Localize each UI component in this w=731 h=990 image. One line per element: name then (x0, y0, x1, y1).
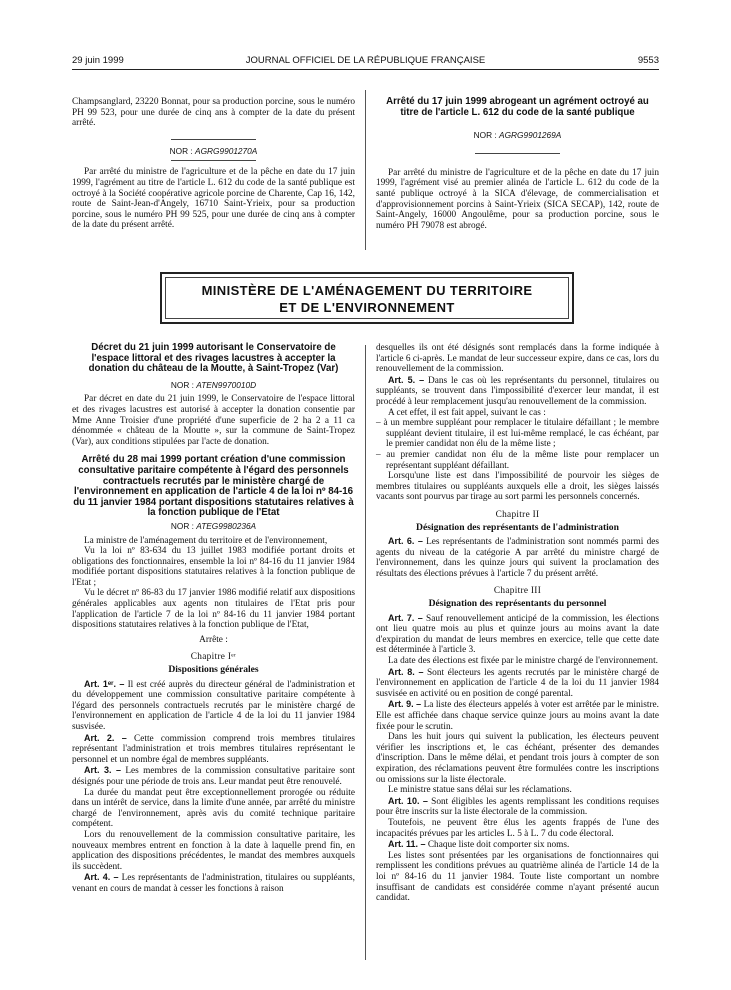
arrete-word: Arrête : (199, 634, 228, 645)
nor-code: ATEG9980236A (196, 520, 257, 531)
article (72, 872, 355, 894)
chapter-subtitle: Désignation des représentants du personnel (428, 598, 607, 610)
article-text: Les membres de la commission consultative paritaire sont désignés pour une période de trois ans. Leur mandat peut être renouvelé. (72, 766, 355, 787)
article-text: Cette commission comprend trois membres titulaires représentant l'administration et trois membres titulaires représentant le personnel et un nombre égal de membres suppléants. (72, 733, 355, 765)
article (72, 679, 355, 733)
nor-code: AGRG9901270A (195, 145, 258, 156)
chapter-heading: Chapitre Iᵉʳ (190, 652, 237, 663)
divider (475, 153, 560, 154)
article (376, 536, 659, 579)
article (376, 375, 659, 408)
article-label: Art. 1ᵉʳ. – (84, 678, 125, 689)
article-label: Art. 2. – (84, 732, 127, 743)
article (72, 765, 355, 787)
header-title: JOURNAL OFFICIEL DE LA RÉPUBLIQUE FRANÇAISE (245, 55, 486, 66)
decree-title: Décret du 21 juin 1999 autorisant le Conservatoire de l'espace littoral et des rivages lacustres à accepter la donation du château de la Moutte, à Saint-Tropez (Var) (88, 342, 339, 375)
nor-code: ATEN9970010D (196, 379, 257, 390)
article (72, 733, 355, 766)
arrete-title: Arrêté du 28 mai 1999 portant création d'une commission consultative paritaire compétente à l'égard des personnels contractuels recrutés par le ministère chargé de l'environnement en application de l'article 4 de la loi nº 84-16 du 11 janvier 1984 portant dispositions statutaires relatives à la fonction publique de l'Etat (73, 454, 354, 519)
article-label: Art. 4. – (84, 872, 119, 883)
article-label: Art. 8. – (388, 666, 424, 677)
ministry-line-1: MINISTÈRE DE L'AMÉNAGEMENT DU TERRITOIRE (201, 283, 533, 298)
chapter-heading: Chapitre III (493, 586, 542, 597)
article (376, 613, 659, 656)
nor-code: AGRG9901269A (499, 130, 562, 141)
paragraph: A cet effet, il est fait appel, suivant le cas : (388, 407, 546, 418)
article-text: La liste des électeurs appelés à voter est arrêtée par le ministre. Elle est affichée dans chaque service quinze jours au moins avant la date fixée pour le scrutin. (376, 700, 659, 732)
chapter-subtitle: Dispositions générales (168, 664, 259, 676)
paragraph: desquelles ils ont été désignés sont remplacés dans la forme indiquée à l'article 6 ci-après. Le mandat de leur successeur expire, dans ce cas, lors du renouvellement de la commission. (376, 343, 659, 375)
paragraph: La ministre de l'aménagement du territoire et de l'environnement, (84, 535, 328, 546)
article-text: Les représentants de l'administration sont nommés parmi des agents du niveau de la catégorie A par arrêté du ministre chargé de l'environnement, dans les quinze jours qui suivent la proclamation des résultats des élections prévues à l'article 7 du présent arrêté. (376, 537, 660, 579)
top-left-column (72, 97, 355, 231)
paragraph: Le ministre statue sans délai sur les réclamations. (388, 785, 572, 796)
nor-reference (72, 380, 355, 391)
article-text: Il est créé auprès du directeur général de l'administration et du développement une commission consultative paritaire compétente à l'égard des personnels contractuels recrutés par le ministère chargé de l'environnement en application de l'article 4 de la loi du 11 janvier 1984 susvisée. (72, 679, 356, 732)
paragraph: Par arrêté du ministre de l'agriculture et de la pêche en date du 17 juin 1999, l'agrément visé au premier alinéa de l'article L. 612 du code de la santé publique octroyé à la SICA d'élevage, de commercialisation et d'approvisionnement porcins à Saint-Yrieix (SICA SECAP), 142, route de Saint-Angely, 16000 Angoulême, pour sa production porcine, sous le numéro PH 79078 est abrogé. (376, 167, 659, 231)
paragraph: Dans les huit jours qui suivent la publication, les électeurs peuvent vérifier les inscriptions et, le cas échéant, présenter des demandes d'inscription. Dans le même délai, et pendant trois jours à compter de son expiration, des réclamations peuvent être formulées contre les inscriptions ou omissions sur la liste électorale. (376, 732, 659, 785)
ministry-line-2: ET DE L'ENVIRONNEMENT (279, 300, 455, 315)
article-text: Dans le cas où les représentants du personnel, titulaires ou suppléants, se trouvent dans l'impossibilité d'exercer leur mandat, il est procédé à leur remplacement jusqu'au renouvellement de la commission. (376, 375, 659, 407)
article-text: Sont éligibles les agents remplissant les conditions requises pour être inscrits sur la liste électorale de la commission. (376, 796, 659, 818)
nor-reference (72, 146, 355, 157)
article (376, 699, 659, 732)
article-text: Chaque liste doit comporter six noms. (427, 840, 570, 851)
paragraph: Vu la loi nº 83-634 du 13 juillet 1983 modifiée portant droits et obligations des fonctionnaires, ensemble la loi nº 84-16 du 11 janvier 1984 modifiée portant dispositions statutaires relatives à la fonction publique de l'Etat ; (72, 546, 355, 588)
paragraph: Toutefois, ne peuvent être élus les agents frappés de l'une des incapacités prévues par les articles L. 5 à L. 7 du code électoral. (376, 817, 659, 839)
article-label: Art. 11. – (388, 839, 426, 850)
paragraph: Les listes sont présentées par les organisations de fonctionnaires qui remplissent les conditions prévues au quatrième alinéa de l'article 14 de la loi nº 84-16 du 11 janvier 1984. Toute liste comportant un nombre insuffisant de candidats est considérée comme n'ayant présenté aucun candidat. (376, 850, 659, 904)
left-column (72, 343, 355, 895)
list-item: – au premier candidat non élu de la même liste pour remplacer un représentant suppléant défaillant. (376, 449, 659, 471)
paragraph: La durée du mandat peut être exceptionnellement prorogée ou réduite dans un intérêt de service, dans la limite d'une année, par arrêté du ministre chargé de l'environnement, après avis du comité technique paritaire compétent. (72, 787, 355, 830)
chapter-subtitle: Désignation des représentants de l'administration (416, 521, 619, 533)
column-rule (365, 345, 366, 960)
nor-reference (376, 130, 659, 141)
article-text: Sont électeurs les agents recrutés par le ministère chargé de l'environnement en application de l'article 4 de la loi du 11 janvier 1984 susvisée en activité ou en position de congé parental. (376, 667, 660, 699)
article-text: Sauf renouvellement anticipé de la commission, les élections ont lieu quatre mois au plus et quinze jours au moins avant la date d'expiration du mandat de leurs membres en exercice, telle que cette date est déterminée à l'article 3. (376, 613, 660, 656)
paragraph: Lors du renouvellement de la commission consultative paritaire, les nouveaux membres entrent en fonction à la date à laquelle prend fin, en application des dispositions précédentes, le mandat des membres auxquels ils succèdent. (72, 829, 355, 872)
paragraph: Par décret en date du 21 juin 1999, le Conservatoire de l'espace littoral et des rivages lacustres est autorisé à accepter la donation consentie par Mme Anne Troisier d'une propriété d'une superficie de 2 ha 2 a 11 ca dénommée « château de la Moutte », sur la commune de Saint-Tropez (Var), aux conditions stipulées par l'acte de donation. (72, 394, 355, 447)
article-label: Art. 10. – (388, 795, 428, 806)
chapter-heading: Chapitre II (495, 509, 540, 520)
ministry-heading-box (160, 272, 574, 324)
paragraph: Vu le décret nº 86-83 du 17 janvier 1986 modifié relatif aux dispositions générales applicables aux agents non titulaires de l'Etat pris pour l'application de l'article 7 de la loi nº 84-16 du 11 janvier 1984 portant dispositions statutaires relatives à la fonction publique de l'Etat, (72, 588, 355, 631)
article-label: Art. 9. – (388, 699, 422, 710)
article (376, 667, 659, 700)
article-text: Les représentants de l'administration, titulaires ou suppléants, venant en cours de mandat à cesser les fonctions à raison (72, 873, 355, 894)
arrete-title: Arrêté du 17 juin 1999 abrogeant un agrément octroyé au titre de l'article L. 612 du code de la santé publique (386, 96, 649, 118)
nor-label: NOR : (170, 520, 194, 531)
nor-label: NOR : (170, 379, 194, 390)
article-label: Art. 7. – (388, 612, 423, 623)
paragraph: La date des élections est fixée par le ministre chargé de l'environnement. (388, 656, 658, 667)
paragraph: Par arrêté du ministre de l'agriculture et de la pêche en date du 17 juin 1999, l'agrément au titre de l'article L. 612 du code de la santé publique est octroyé à la Société coopérative agricole porcine de Charente, Cap 16, 142, route de Saint-Jean-d'Angely, 16710 Saint-Yrieix, pour sa production porcine, sous le numéro PH 99 525, pour une durée de cinq ans à compter de la date du présent arrêté. (72, 167, 355, 231)
article (376, 796, 659, 818)
header-page-number: 9553 (637, 55, 659, 66)
top-right-column (376, 97, 659, 231)
paragraph: Champsanglard, 23220 Bonnat, pour sa production porcine, sous le numéro PH 99 523, pour une durée de cinq ans à compter de la date du présent arrêté. (72, 97, 355, 129)
article-label: Art. 3. – (84, 765, 122, 776)
list-item: – à un membre suppléant pour remplacer le titulaire défaillant ; le membre suppléant devient titulaire, il est lui-même remplacé, le cas échéant, par le premier candidat non élu de la même liste ; (376, 418, 659, 450)
right-column (376, 343, 659, 904)
nor-label: NOR : (169, 145, 193, 156)
article-label: Art. 5. – (388, 374, 425, 385)
nor-label: NOR : (473, 130, 497, 141)
column-rule (365, 90, 366, 250)
divider (171, 160, 256, 161)
paragraph: Lorsqu'une liste est dans l'impossibilité de pourvoir les sièges de membres titulaires ou suppléants auxquels elle a droit, les sièges laissés vacants sont pourvus par tirage au sort parmi les personnels concernés. (376, 471, 659, 503)
running-header (72, 55, 659, 70)
article-label: Art. 6. – (388, 536, 423, 547)
article (376, 839, 659, 851)
divider (171, 139, 256, 140)
header-date: 29 juin 1999 (72, 55, 124, 66)
nor-reference (72, 521, 355, 532)
